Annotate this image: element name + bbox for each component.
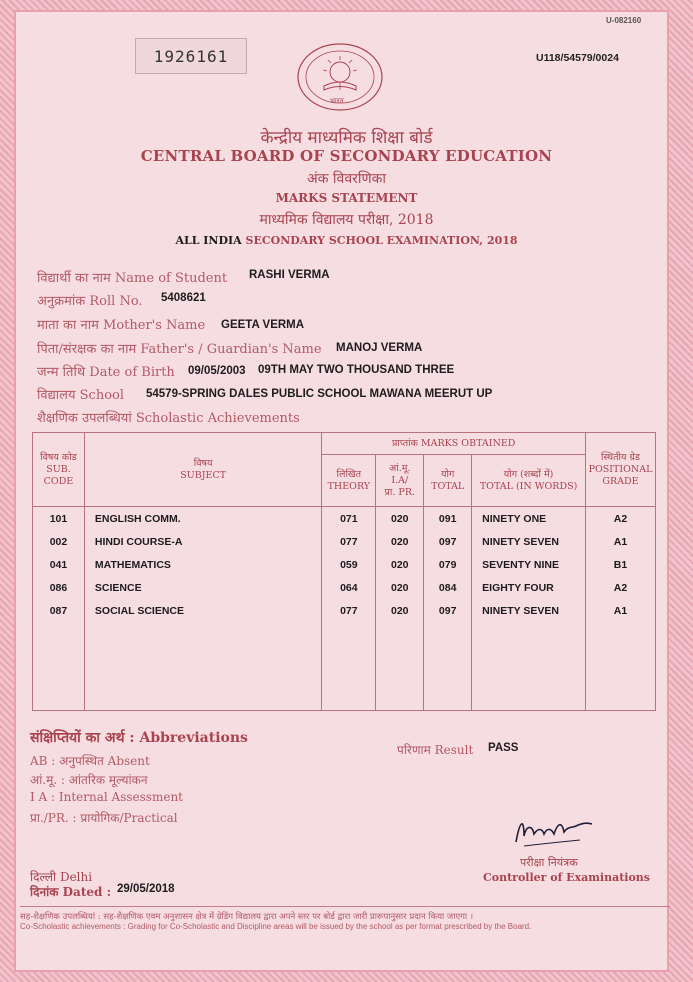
header-ia-pr xyxy=(376,455,424,507)
code-2: 041 xyxy=(49,559,68,571)
header-grade-english: POSITIONAL GRADE xyxy=(588,463,653,487)
theory-2: 059 xyxy=(340,559,358,571)
board-title: CENTRAL BOARD OF SECONDARY EDUCATION xyxy=(140,147,553,165)
subject-0: ENGLISH COMM. xyxy=(94,513,181,525)
subject-2: MATHEMATICS xyxy=(94,559,171,571)
total-0: 091 xyxy=(438,513,457,525)
header-subject-english: SUBJECT xyxy=(180,469,227,481)
header-total-words xyxy=(472,455,586,507)
controller-signature xyxy=(510,812,600,852)
header-ia-english: I.A/ xyxy=(391,474,409,486)
controller-title-hindi: परीक्षा नियंत्रक xyxy=(520,856,578,869)
serial-number: 1926161 xyxy=(135,38,247,74)
logo-caption: भारत xyxy=(330,97,344,105)
roll-no-label: अनुक्रमांक Roll No. xyxy=(37,294,143,309)
dob-label: जन्म तिथि Date of Birth xyxy=(37,365,175,380)
mother-name: GEETA VERMA xyxy=(221,319,305,331)
header-words-hindi: योग (शब्दों में) xyxy=(503,468,554,480)
words-4: NINETY SEVEN xyxy=(482,605,559,617)
words-1: NINETY SEVEN xyxy=(482,536,559,548)
theory-0: 071 xyxy=(340,513,358,525)
student-name: RASHI VERMA xyxy=(249,269,330,281)
total-4: 097 xyxy=(438,605,457,617)
dob: 09/05/2003 xyxy=(188,365,246,377)
col-theory xyxy=(322,507,376,711)
abbreviations-title-english: Abbreviations xyxy=(139,730,248,746)
theory-1: 077 xyxy=(340,536,358,548)
col-words xyxy=(472,507,586,711)
student-name-label: विद्यार्थी का नाम Name of Student xyxy=(37,271,228,286)
top-code: U-082160 xyxy=(606,16,642,25)
col-grade xyxy=(585,507,655,711)
abbrev-practical: प्रा./PR. : प्रायोगिक/Practical xyxy=(30,811,178,825)
code-1: 002 xyxy=(49,536,68,548)
col-code xyxy=(33,507,85,711)
ia-3: 020 xyxy=(391,582,409,594)
ia-0: 020 xyxy=(391,513,409,525)
result-value: PASS xyxy=(488,742,519,754)
mother-name-label: माता का नाम Mother's Name xyxy=(37,318,206,333)
date-label: दिनांक Dated : xyxy=(30,885,111,899)
issue-date: 29/05/2018 xyxy=(117,883,175,895)
header-subject-hindi: विषय xyxy=(193,457,213,469)
exam-title-hindi: माध्यमिक विद्यालय परीक्षा, 2018 xyxy=(259,212,434,228)
exam-title-prefix: ALL INDIA xyxy=(175,234,242,247)
school-label: विद्यालय School xyxy=(37,388,125,403)
header-theory-english: THEORY xyxy=(327,480,371,492)
header-grade-hindi: स्थितीय ग्रेड xyxy=(601,451,640,463)
dob-words: 09TH MAY TWO THOUSAND THREE xyxy=(258,364,455,376)
abbreviations-title-hindi: संक्षिप्तियों का अर्थ : xyxy=(30,730,135,746)
marks-table xyxy=(32,432,656,711)
col-total xyxy=(424,507,472,711)
grade-0: A2 xyxy=(613,513,628,525)
marks-body-row xyxy=(33,507,656,711)
col-subject xyxy=(84,507,321,711)
exam-title xyxy=(0,234,693,247)
abbreviations-title xyxy=(30,728,248,747)
header-theory-hindi: लिखित xyxy=(336,468,362,480)
words-2: SEVENTY NINE xyxy=(482,559,559,571)
header-marks-obtained: प्राप्तांक MARKS OBTAINED xyxy=(322,433,586,455)
co-scholastic-note: Co-Scholastic achievements : Grading for Co-Scholastic and Discipline areas will be issued by the school as per format prescribed by the Board. xyxy=(20,922,532,931)
place: दिल्ली Delhi xyxy=(30,870,93,884)
header-total-english: TOTAL xyxy=(431,480,465,492)
abbrev-absent: AB : अनुपस्थित Absent xyxy=(30,754,150,768)
theory-4: 077 xyxy=(340,605,358,617)
theory-3: 064 xyxy=(340,582,358,594)
code-0: 101 xyxy=(49,513,68,525)
reference-code: U118/54579/0024 xyxy=(536,52,619,64)
exam-title-main: SECONDARY SCHOOL EXAMINATION, 2018 xyxy=(245,234,518,247)
code-4: 087 xyxy=(49,605,68,617)
header-total-hindi: योग xyxy=(441,468,455,480)
header-words-english: TOTAL (IN WORDS) xyxy=(479,480,578,492)
subject-3: SCIENCE xyxy=(94,582,142,594)
ia-1: 020 xyxy=(391,536,409,548)
grade-3: A2 xyxy=(613,582,628,594)
statement-title-hindi: अंक विवरणिका xyxy=(307,171,386,187)
words-3: EIGHTY FOUR xyxy=(482,582,554,594)
header-positional-grade xyxy=(585,433,655,507)
abbrev-ia-hindi: आं.मू. : आंतरिक मूल्यांकन xyxy=(30,773,148,787)
father-name: MANOJ VERMA xyxy=(336,342,423,354)
ia-2: 020 xyxy=(391,559,409,571)
total-3: 084 xyxy=(438,582,457,594)
total-2: 079 xyxy=(438,559,457,571)
school-name: 54579-SPRING DALES PUBLIC SCHOOL MAWANA MEERUT UP xyxy=(146,388,493,400)
scholastic-label: शैक्षणिक उपलब्धियां Scholastic Achievements xyxy=(37,411,300,426)
abbrev-ia: I A : Internal Assessment xyxy=(30,790,183,804)
ia-4: 020 xyxy=(391,605,409,617)
header-pr: प्रा. PR. xyxy=(384,486,415,498)
statement-title: MARKS STATEMENT xyxy=(275,191,418,205)
grade-4: A1 xyxy=(613,605,628,617)
header-theory xyxy=(322,455,376,507)
words-0: NINETY ONE xyxy=(482,513,547,525)
grade-2: B1 xyxy=(613,559,628,571)
header-total xyxy=(424,455,472,507)
total-1: 097 xyxy=(438,536,457,548)
controller-title: Controller of Examinations xyxy=(483,871,650,884)
col-ia xyxy=(376,507,424,711)
header-ia-hindi: आं.मू. xyxy=(389,462,411,474)
header-subject xyxy=(84,433,321,507)
father-name-label: पिता/संरक्षक का नाम Father's / Guardian's Name xyxy=(37,342,322,357)
header-sub-code-english: SUB. CODE xyxy=(43,463,74,487)
result-label: परिणाम Result xyxy=(397,743,474,757)
roll-no: 5408621 xyxy=(161,292,206,304)
board-title-hindi: केन्द्रीय माध्यमिक शिक्षा बोर्ड xyxy=(260,128,433,148)
subject-1: HINDI COURSE-A xyxy=(94,536,183,548)
subject-4: SOCIAL SCIENCE xyxy=(94,605,184,617)
grade-1: A1 xyxy=(613,536,628,548)
header-sub-code-hindi: विषय कोड xyxy=(40,451,77,463)
co-scholastic-note-hindi: सह-शैक्षणिक उपलब्धियां : सह-शैक्षणिक एवम अनुशासन क्षेत्र में ग्रेडिंग विद्यालय द्वारा अपने स्तर पर बोर्ड द्वारा जारी प्रारूपानुसार प्रदान किया जाएगा । xyxy=(20,906,670,922)
code-3: 086 xyxy=(49,582,68,594)
header-sub-code xyxy=(33,433,85,507)
